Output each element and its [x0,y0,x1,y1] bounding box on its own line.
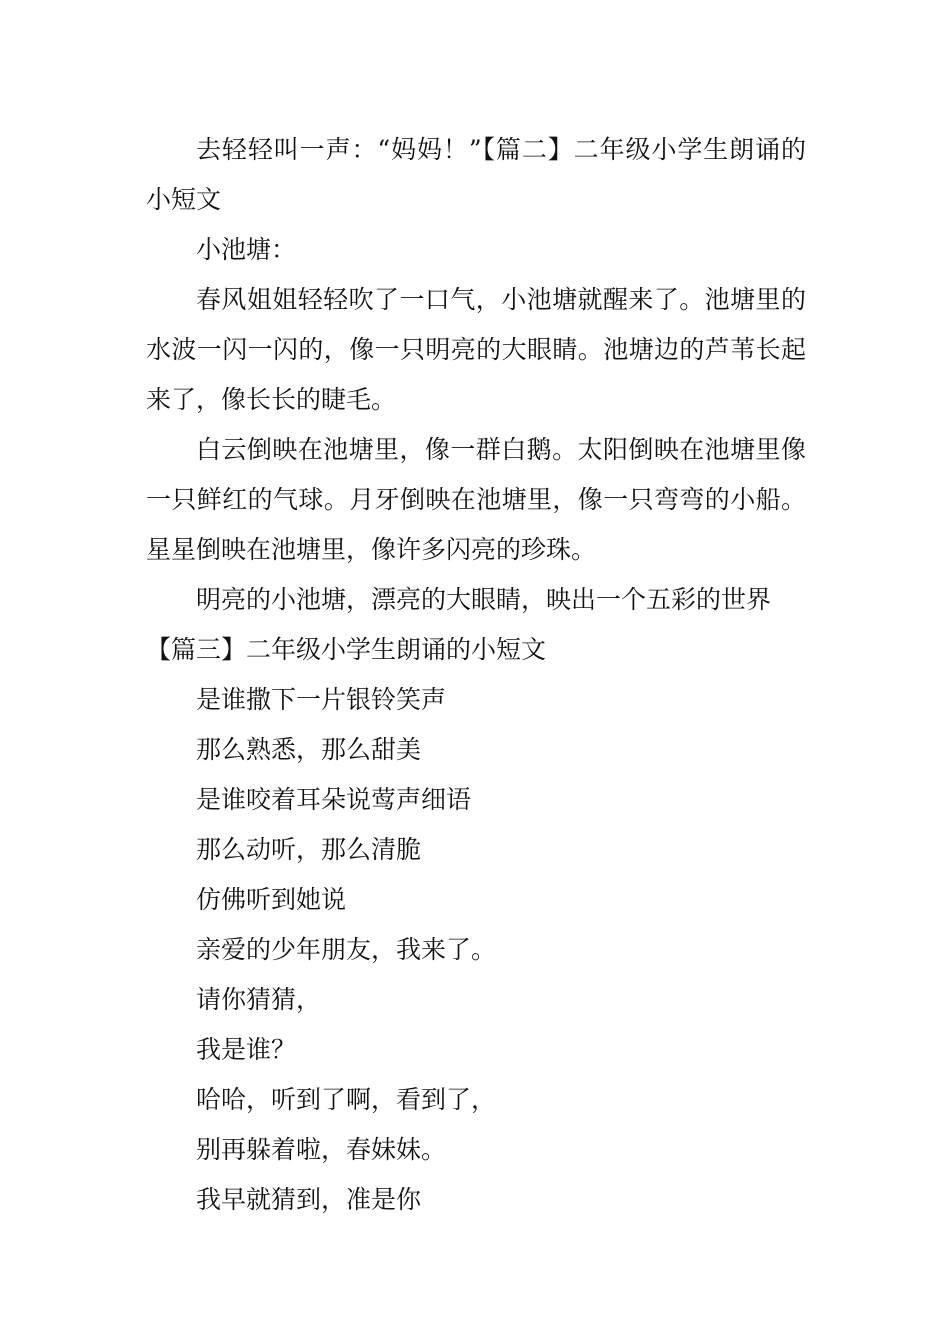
document-body [146,125,806,1225]
poem-line: 请你猜猜， [196,985,322,1014]
paragraph-pond-title: 小池塘： [196,235,297,264]
paragraph-pond-2: 白云倒映在池塘里，像一群白鹅。太阳倒映在池塘里像一只鲜红的气球。月牙倒映在池塘里，像一只弯弯的小船。星星倒映在池塘里，像许多闪亮的珍珠。 [146,435,806,564]
poem-line: 仿佛听到她说 [196,885,347,914]
poem-line: 是谁咬着耳朵说莺声细语 [196,785,472,814]
poem-line: 哈哈，听到了啊，看到了， [196,1085,497,1114]
poem-line: 那么动听，那么清脆 [196,835,422,864]
poem-line: 那么熟悉，那么甜美 [196,735,422,764]
poem-line: 我是谁？ [196,1035,297,1064]
paragraph-intro-line: 去轻轻叫一声：“妈妈！”【篇二】二年级小学生朗诵的小短文 [146,135,806,214]
paragraph-pond-3: 明亮的小池塘，漂亮的大眼睛，映出一个五彩的世界 [196,585,772,614]
poem-line: 亲爱的少年朋友，我来了。 [196,935,497,964]
paragraph-pond-1: 春风姐姐轻轻吹了一口气，小池塘就醒来了。池塘里的水波一闪一闪的，像一只明亮的大眼睛。池塘边的芦苇长起来了，像长长的睫毛。 [146,285,806,414]
section-heading-part-three: 【篇三】二年级小学生朗诵的小短文 [146,635,547,664]
poem-line: 是谁撒下一片银铃笑声 [196,685,447,714]
poem-line: 别再躲着啦，春妹妹。 [196,1135,447,1164]
poem-line: 我早就猜到，准是你 [196,1185,422,1214]
